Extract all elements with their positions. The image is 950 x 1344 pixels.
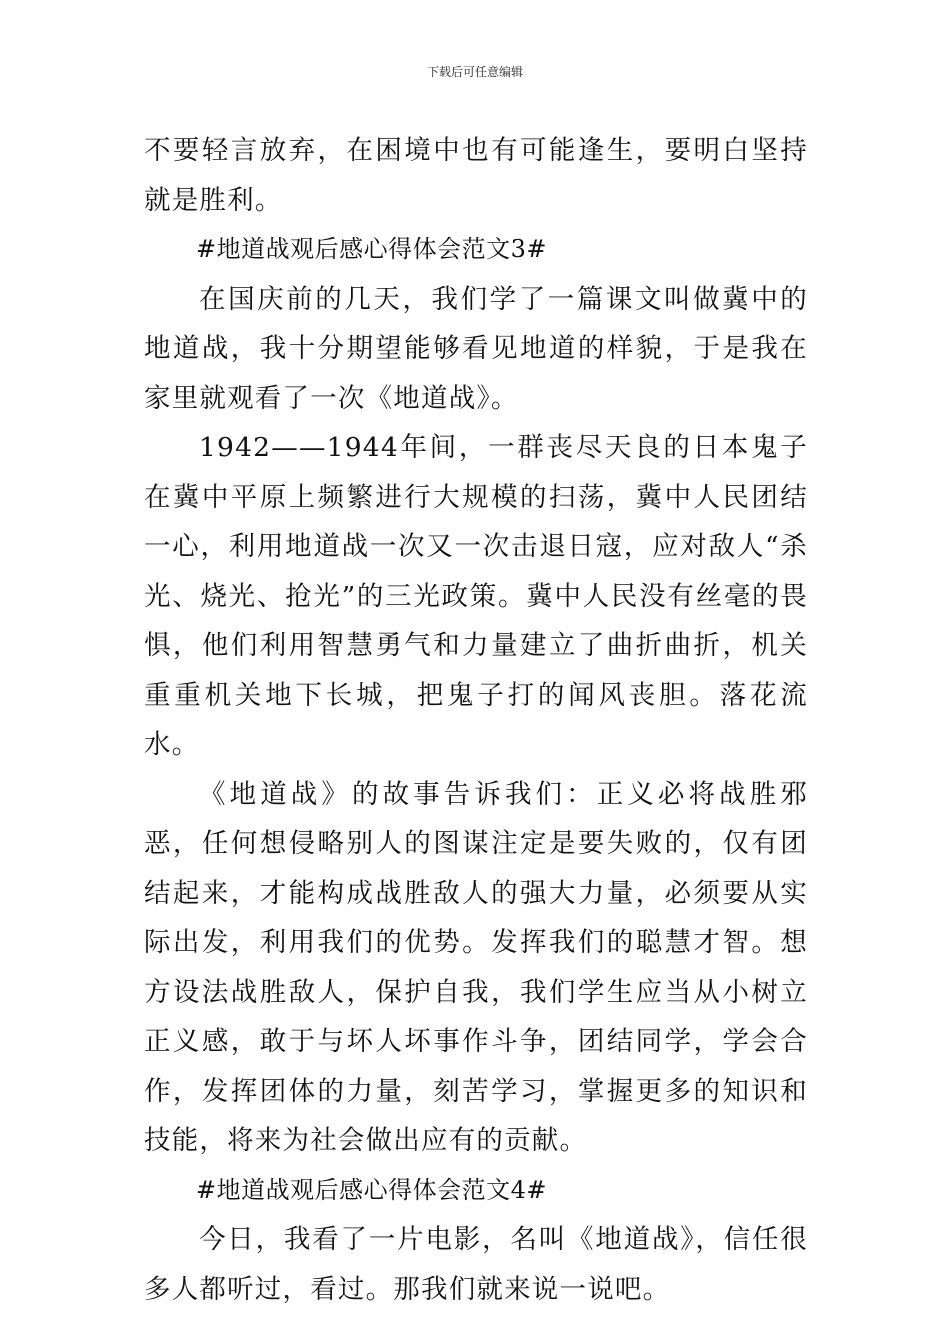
paragraph-lesson: 《地道战》的故事告诉我们：正义必将战胜邪恶，任何想侵略别人的图谋注定是要失败的，仅有团结起来，才能构成战胜敌人的强大力量，必须要从实际出发，利用我们的优势。发挥我们的聪慧才智。想方设法战胜敌人，保护自我，我们学生应当从小树立正义感，敢于与坏人坏事作斗争，团结同学，学会合作，发挥团体的力量，刻苦学习，掌握更多的知识和技能，将来为社会做出应有的贡献。 xyxy=(144,778,808,1156)
paragraph-continuation: 不要轻言放弃，在困境中也有可能逢生，要明白坚持就是胜利。 xyxy=(144,135,808,216)
section-heading-4: #地道战观后感心得体会范文4# xyxy=(196,1175,547,1204)
page-header-note: 下载后可任意编辑 xyxy=(426,65,523,79)
section-heading-3: #地道战观后感心得体会范文3# xyxy=(196,235,547,263)
document-body xyxy=(144,126,808,1314)
paragraph-history: 1942——1944年间，一群丧尽天良的日本鬼子在冀中平原上频繁进行大规模的扫荡，冀中人民团结一心，利用地道战一次又一次击退日寇，应对敌人“杀光、烧光、抢光”的三光政策。冀中人民没有丝毫的畏惧，他们利用智慧勇气和力量建立了曲折曲折，机关重重机关地下长城，把鬼子打的闻风丧胆。落花流水。 xyxy=(144,432,808,760)
paragraph-intro-4: 今日，我看了一片电影，名叫《地道战》，信任很多人都听过，看过。那我们就来说一说吧。 xyxy=(144,1224,808,1305)
paragraph-intro-3: 在国庆前的几天，我们学了一篇课文叫做冀中的地道战，我十分期望能够看见地道的样貌，于是我在家里就观看了一次《地道战》。 xyxy=(144,283,808,414)
